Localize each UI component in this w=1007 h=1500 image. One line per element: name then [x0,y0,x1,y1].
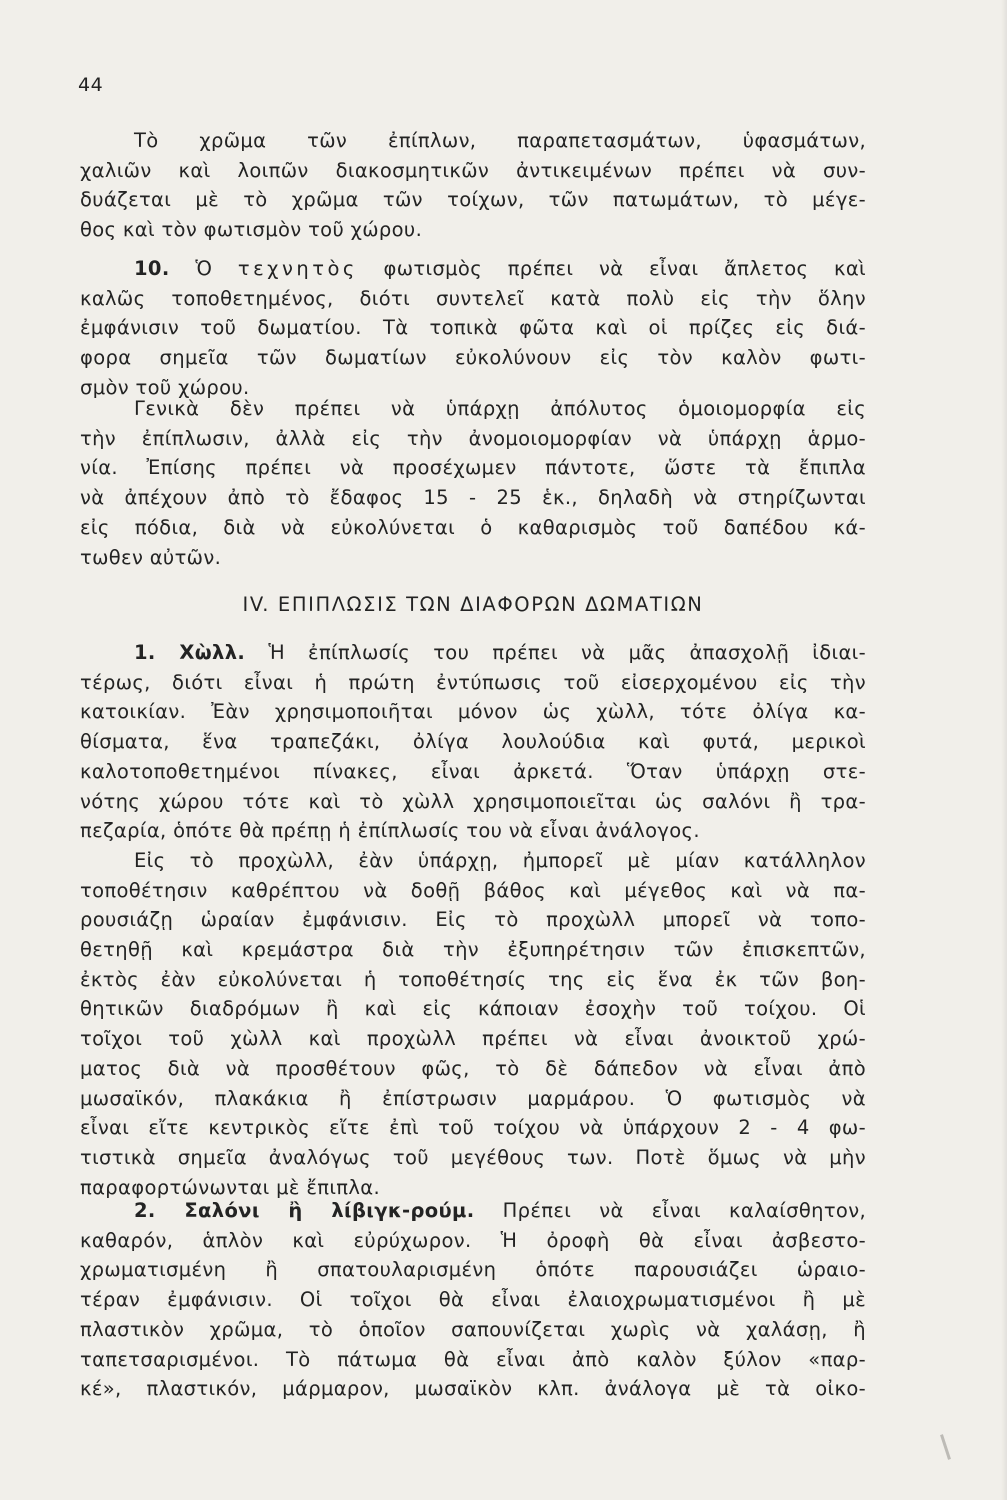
text-line: τιστικὰ σημεῖα ἀναλόγως τοῦ μεγέθους των. Ποτὲ ὅμως νὰ μὴν [80,1145,866,1169]
text-line: Εἰς τὸ προχὼλλ, ἐὰν ὑπάρχῃ, ἠμπορεῖ μὲ μίαν κατάλληλον [134,848,866,872]
text-line: θετηθῇ καὶ κρεμάστρα διὰ τὴν ἐξυπηρέτησιν τῶν ἐπισκεπτῶν, [80,938,866,962]
text-line: τοποθέτησιν καθρέπτου νὰ δοθῇ βάθος καὶ μέγεθος καὶ νὰ πα- [80,878,866,902]
text-line: θος καὶ τὸν φωτισμὸν τοῦ χώρου. [80,218,423,242]
text-line: ρουσιάζῃ ὡραίαν ἐμφάνισιν. Εἰς τὸ προχὼλλ μπορεῖ νὰ τοπο- [80,908,866,932]
text-line: τέραν ἐμφάνισιν. Οἱ τοῖχοι θὰ εἶναι ἐλαιοχρωματισμένοι ἢ μὲ [80,1288,866,1312]
text-line: τέρως, διότι εἶναι ἡ πρώτη ἐντύπωσις τοῦ εἰσερχομένου εἰς τὴν [80,670,866,694]
text-line: ἐμφάνισιν τοῦ δωματίου. Τὰ τοπικὰ φῶτα καὶ οἱ πρίζες εἰς διά- [80,316,866,340]
text-line: μωσαϊκόν, πλακάκια ἢ ἐπίστρωσιν μαρμάρου. Ὁ φωτισμὸς νὰ [80,1086,866,1110]
page-number: 44 [78,74,104,96]
hall-first-line-rest: Ἡ ἐπίπλωσίς του πρέπει νὰ μᾶς ἀπασχολῇ ἰδιαι- [268,641,866,664]
text-line: τωθεν αὐτῶν. [80,545,222,569]
text-line: εἶναι εἴτε κεντρικὸς εἴτε ἐπὶ τοῦ τοίχου νὰ ὑπάρχουν 2 - 4 φω- [80,1116,866,1140]
text-line: ταπετσαρισμένοι. Τὸ πάτωμα θὰ εἶναι ἀπὸ καλὸν ξύλον «παρ- [80,1347,866,1371]
text-line: νία. Ἐπίσης πρέπει νὰ προσέχωμεν πάντοτε, ὥστε τὰ ἔπιπλα [80,456,866,480]
living-heading: 2. Σαλόνι ἢ λίβιγκ-ρούμ. [134,1199,475,1222]
text-line: κατοικίαν. Ἐὰν χρησιμοποιῆται μόνον ὡς χὼλλ, τότε ὀλίγα κα- [80,700,866,724]
text-line: φορα σημεῖα τῶν δωματίων εὐκολύνουν εἰς τὸν καλὸν φωτι- [80,346,866,370]
paragraph-10-first-line [80,254,866,284]
text-line: Τὸ χρῶμα τῶν ἐπίπλων, παραπετασμάτων, ὑφασμάτων, [134,129,866,152]
intro-paragraph [80,126,866,245]
section-heading: IV. ΕΠΙΠΛΩΣΙΣ ΤΩΝ ΔΙΑΦΟΡΩΝ ΔΩΜΑΤΙΩΝ [242,593,704,616]
text-line: κέ», πλαστικόν, μάρμαρον, μωσαϊκὸν κλπ. ἀνάλογα μὲ τὰ οἰκο- [80,1377,866,1401]
hall-section [80,638,866,1202]
living-first-line [80,1196,866,1226]
text-line: εἰς πόδια, διὰ νὰ εὐκολύνεται ὁ καθαρισμὸς τοῦ δαπέδου κά- [80,515,866,539]
text-line: σμὸν τοῦ χώρου. [80,375,250,399]
text-line: πλαστικὸν χρῶμα, τὸ ὁποῖον σαπουνίζεται χωρὶς νὰ χαλάσῃ, ἢ [80,1317,866,1341]
text-line: τὴν ἐπίπλωσιν, ἀλλὰ εἰς τὴν ἀνομοιομορφίαν νὰ ὑπάρχῃ ἁρμο- [80,426,866,450]
emphasized-word: τεχνητὸς [237,257,358,280]
text-line: νὰ ἀπέχουν ἀπὸ τὸ ἔδαφος 15 - 25 ἑκ., δηλαδὴ νὰ στηρίζωνται [80,486,866,510]
text-line: νότης χώρου τότε καὶ τὸ χὼλλ χρησιμοποιεῖται ὡς σαλόνι ἢ τρα- [80,789,866,813]
text-line: χαλιῶν καὶ λοιπῶν διακοσμητικῶν ἀντικειμένων πρέπει νὰ συν- [80,158,866,182]
text-line: ματος διὰ νὰ προσθέτουν φῶς, τὸ δὲ δάπεδον νὰ εἶναι ἀπὸ [80,1056,866,1080]
general-paragraph [80,394,866,572]
text-line: χρωματισμένη ἢ σπατουλαρισμένη ὁπότε παρουσιάζει ὡραιο- [80,1258,866,1282]
hall-first-line [80,638,866,668]
living-room-section [80,1196,866,1404]
hall-heading: 1. Χὼλλ. [134,641,246,664]
paragraph-10-article: Ὁ [195,257,213,280]
text-line: ἐκτὸς ἐὰν εὐκολύνεται ἡ τοποθέτησίς της εἰς ἕνα ἐκ τῶν βοη- [80,967,866,991]
scan-edge-shadow [1001,0,1007,1500]
text-line: πεζαρία, ὁπότε θὰ πρέπῃ ἡ ἐπίπλωσίς του νὰ εἶναι ἀνάλογος. [80,819,700,843]
scan-mark [940,1434,951,1460]
paragraph-10 [80,254,866,403]
living-first-line-rest: Πρέπει νὰ εἶναι καλαίσθητον, [502,1199,866,1222]
text-line: Γενικὰ δὲν πρέπει νὰ ὑπάρχῃ ἀπόλυτος ὁμοιομορφία εἰς [134,397,866,420]
paragraph-number: 10. [134,257,170,280]
text-line: θίσματα, ἕνα τραπεζάκι, ὀλίγα λουλούδια καὶ φυτά, μερικοὶ [80,730,866,754]
text-line: καλῶς τοποθετημένος, διότι συντελεῖ κατὰ πολὺ εἰς τὴν ὅλην [80,286,866,310]
text-line: παραφορτώνωνται μὲ ἔπιπλα. [80,1175,381,1199]
text-line: καλοτοποθετημένοι πίνακες, εἶναι ἀρκετά. Ὅταν ὑπάρχῃ στε- [80,759,866,783]
text-line: θητικῶν διαδρόμων ἢ καὶ εἰς κάποιαν ἐσοχὴν τοῦ τοίχου. Οἱ [80,997,866,1021]
text-line: καθαρόν, ἁπλὸν καὶ εὐρύχωρον. Ἡ ὀροφὴ θὰ εἶναι ἀσβεστο- [80,1228,866,1252]
paragraph-10-line-rest: φωτισμὸς πρέπει νὰ εἶναι ἄπλετος καὶ [383,257,866,280]
text-line: δυάζεται μὲ τὸ χρῶμα τῶν τοίχων, τῶν πατωμάτων, τὸ μέγε- [80,188,866,212]
text-line: τοῖχοι τοῦ χὼλλ καὶ προχὼλλ πρέπει νὰ εἶναι ἀνοικτοῦ χρώ- [80,1027,866,1051]
